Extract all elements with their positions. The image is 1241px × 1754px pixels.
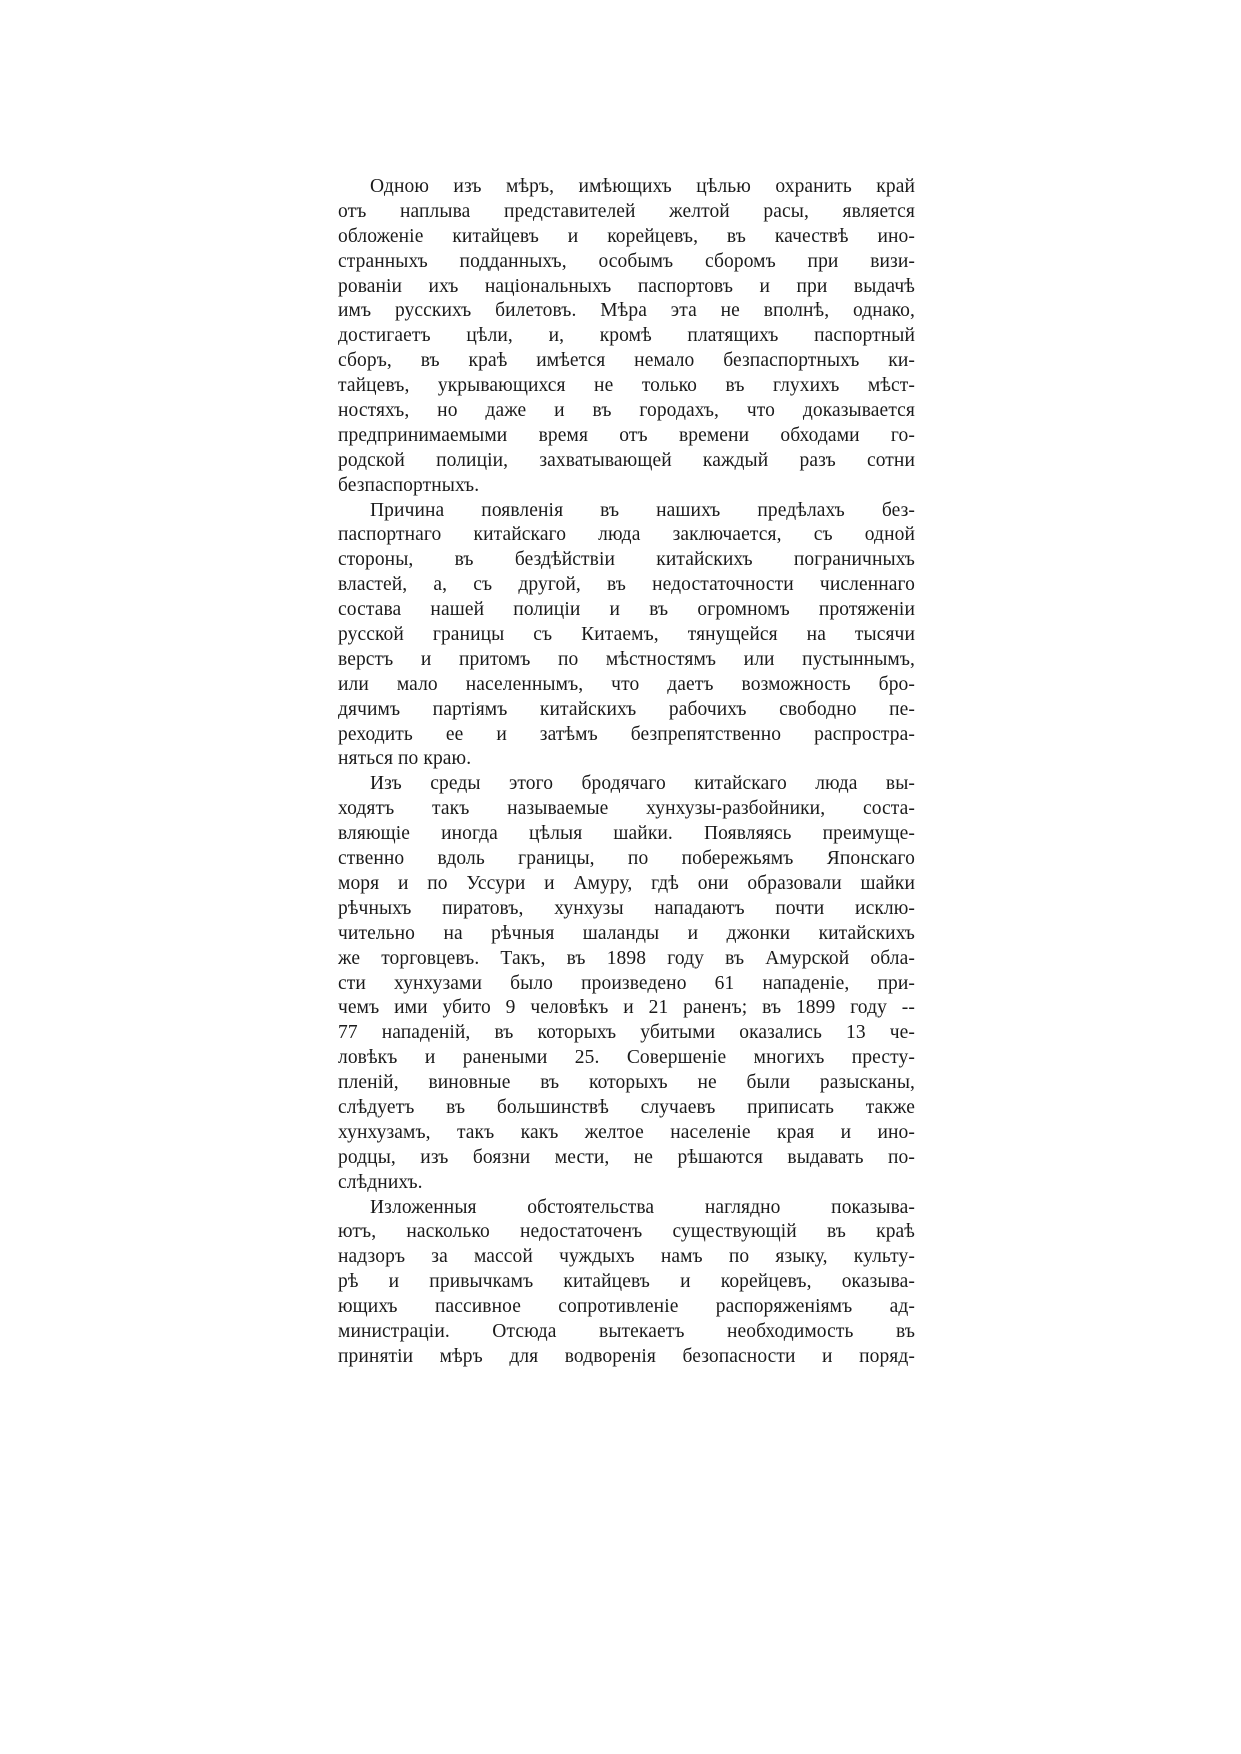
text-line: няться по краю. bbox=[338, 748, 472, 770]
text-line: ютъ, насколько недостаточенъ существующій въ краѣ bbox=[338, 1221, 915, 1243]
text-line: пленій, виновные въ которыхъ не были разысканы, bbox=[338, 1072, 915, 1094]
text-line: достигаетъ цѣли, и, кромѣ платящихъ паспортный bbox=[338, 325, 915, 347]
text-line: реходить ее и затѣмъ безпрепятственно распростра- bbox=[338, 723, 915, 745]
body-text bbox=[338, 175, 915, 1370]
text-line: рѣчныхъ пиратовъ, хунхузы нападаютъ почти исклю- bbox=[338, 897, 915, 919]
text-line: вляющіе иногда цѣлыя шайки. Появляясь преимуще- bbox=[338, 823, 915, 845]
text-line: чемъ ими убито 9 человѣкъ и 21 раненъ; въ 1899 году -- bbox=[338, 997, 915, 1019]
text-line: надзоръ за массой чуждыхъ намъ по языку, культу- bbox=[338, 1246, 915, 1268]
text-line: Изъ среды этого бродячаго китайскаго люда вы- bbox=[370, 773, 915, 795]
text-line: Причина появленія въ нашихъ предѣлахъ без- bbox=[370, 499, 915, 521]
text-line: странныхъ подданныхъ, особымъ сборомъ при визи- bbox=[338, 250, 915, 272]
text-line: чительно на рѣчныя шаланды и джонки китайскихъ bbox=[338, 922, 915, 944]
text-line: верстъ и притомъ по мѣстностямъ или пустыннымъ, bbox=[338, 648, 915, 670]
text-line: обложеніе китайцевъ и корейцевъ, въ качествѣ ино- bbox=[338, 225, 915, 247]
text-line: ловѣкъ и ранеными 25. Совершеніе многихъ престу- bbox=[338, 1047, 915, 1069]
text-line: имъ русскихъ билетовъ. Мѣра эта не вполнѣ, однако, bbox=[338, 300, 915, 322]
text-line: властей, а, съ другой, въ недостаточности численнаго bbox=[338, 574, 915, 596]
text-line: министраціи. Отсюда вытекаетъ необходимость въ bbox=[338, 1320, 915, 1342]
text-line: дячимъ партіямъ китайскихъ рабочихъ свободно пе- bbox=[338, 698, 915, 720]
text-line: же торговцевъ. Такъ, въ 1898 году въ Амурской обла- bbox=[338, 947, 915, 969]
text-line: хунхузамъ, такъ какъ желтое населеніе края и ино- bbox=[338, 1121, 915, 1143]
text-line: безпаспортныхъ. bbox=[338, 474, 480, 496]
text-line: состава нашей полиціи и въ огромномъ протяженіи bbox=[338, 599, 915, 621]
text-line: родцы, изъ боязни мести, не рѣшаются выдавать по- bbox=[338, 1146, 915, 1168]
paragraph-1 bbox=[338, 175, 915, 499]
text-line: слѣдуетъ въ большинствѣ случаевъ приписать также bbox=[338, 1096, 915, 1118]
text-line: паспортнаго китайскаго люда заключается, съ одной bbox=[338, 524, 915, 546]
text-line: ющихъ пассивное сопротивленіе распоряженіямъ ад- bbox=[338, 1296, 915, 1318]
text-line: сти хунхузами было произведено 61 нападеніе, при- bbox=[338, 972, 915, 994]
text-line: родской полиціи, захватывающей каждый разъ сотни bbox=[338, 449, 915, 471]
paragraph-4 bbox=[338, 1196, 915, 1370]
text-line: русской границы съ Китаемъ, тянущейся на тысячи bbox=[338, 624, 915, 646]
paragraph-3 bbox=[338, 772, 915, 1195]
text-line: 77 нападеній, въ которыхъ убитыми оказались 13 че- bbox=[338, 1022, 915, 1044]
text-line: тайцевъ, укрывающихся не только въ глухихъ мѣст- bbox=[338, 375, 915, 397]
text-line: слѣднихъ. bbox=[338, 1171, 423, 1193]
text-line: сборъ, въ краѣ имѣется немало безпаспортныхъ ки- bbox=[338, 350, 915, 372]
text-line: принятіи мѣръ для водворенія безопасности и поряд- bbox=[338, 1345, 915, 1367]
text-line: стороны, въ бездѣйствіи китайскихъ пограничныхъ bbox=[338, 549, 915, 571]
text-line: ственно вдоль границы, по побережьямъ Японскаго bbox=[338, 848, 915, 870]
text-line: Одною изъ мѣръ, имѣющихъ цѣлью охранить край bbox=[370, 176, 915, 197]
paragraph-2 bbox=[338, 499, 915, 773]
text-line: отъ наплыва представителей желтой расы, является bbox=[338, 200, 915, 222]
text-line: ходятъ такъ называемые хунхузы-разбойники, соста- bbox=[338, 798, 915, 820]
text-line: ностяхъ, но даже и въ городахъ, что доказывается bbox=[338, 400, 915, 422]
text-line: предпринимаемыми время отъ времени обходами го- bbox=[338, 424, 915, 446]
text-line: рованіи ихъ національныхъ паспортовъ и при выдачѣ bbox=[338, 275, 915, 297]
text-line: или мало населеннымъ, что даетъ возможность бро- bbox=[338, 673, 915, 695]
text-line: рѣ и привычкамъ китайцевъ и корейцевъ, оказыва- bbox=[338, 1271, 915, 1293]
text-line: Изложенныя обстоятельства наглядно показыва- bbox=[370, 1196, 915, 1218]
text-line: моря и по Уссури и Амуру, гдѣ они образовали шайки bbox=[338, 872, 915, 894]
